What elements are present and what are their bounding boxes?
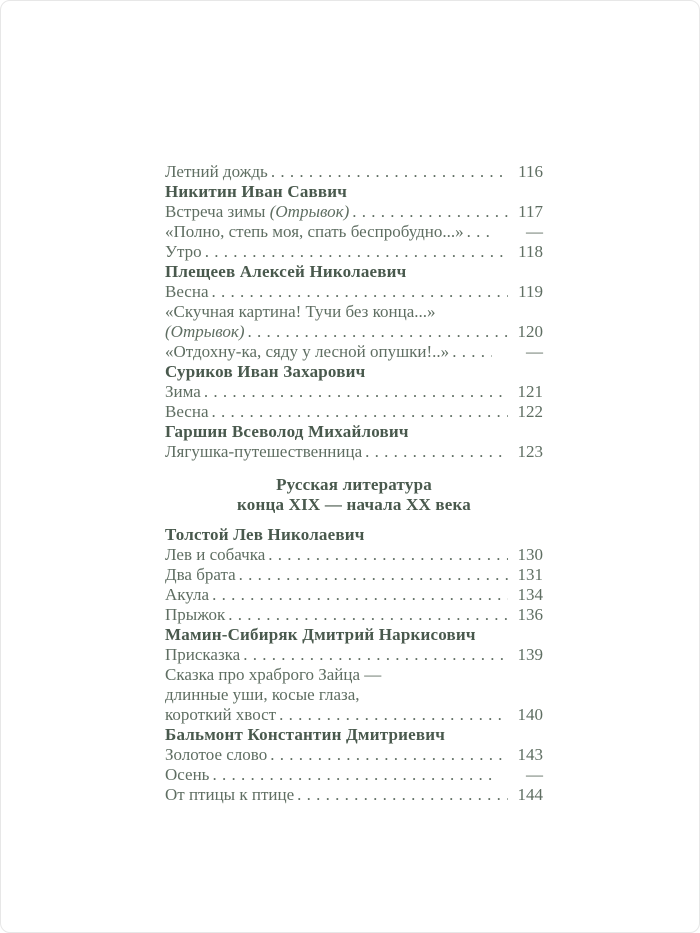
entry-title: Летний дождь xyxy=(165,162,268,181)
section-heading-line: Русская литература xyxy=(276,475,432,494)
toc-entry-row xyxy=(165,585,543,605)
entry-title: Золотое слово xyxy=(165,745,268,764)
entry-title: Акула xyxy=(165,585,210,604)
dot-leader xyxy=(365,442,508,462)
page-number: 121 xyxy=(517,382,543,401)
author-name: Плещеев Алексей Николаевич xyxy=(165,262,407,281)
entry-title-italic: (Отрывок) xyxy=(269,202,350,221)
toc-author-row xyxy=(165,625,543,645)
section-heading-line: конца XIX — начала XX века xyxy=(237,495,471,514)
toc-entry-row xyxy=(165,665,543,685)
toc-entry-row xyxy=(165,322,543,342)
toc-entry-row xyxy=(165,645,543,665)
dot-leader xyxy=(279,705,508,725)
toc-entry-row xyxy=(165,282,543,302)
page-number: 119 xyxy=(518,282,543,301)
page-number: 122 xyxy=(517,402,543,421)
entry-title: Осень xyxy=(165,765,210,784)
entry-title: «Отдохну-ка, сяду у лесной опушки!..» xyxy=(165,342,450,361)
toc-entry-row xyxy=(165,685,543,705)
dot-leader xyxy=(352,202,508,222)
toc-entry-row xyxy=(165,442,543,462)
entry-title-italic: (Отрывок) xyxy=(165,322,245,341)
page-number: 131 xyxy=(517,565,543,584)
dot-leader xyxy=(467,222,492,242)
toc-entry-row xyxy=(165,202,543,222)
toc-entry-row xyxy=(165,402,543,422)
page-number: — xyxy=(526,765,543,784)
page-number: — xyxy=(526,222,543,241)
dot-leader xyxy=(239,565,508,585)
toc-author-row xyxy=(165,725,543,745)
page-number: 120 xyxy=(517,322,543,341)
entry-title: Зима xyxy=(165,382,201,401)
entry-title xyxy=(165,322,245,342)
dot-leader xyxy=(248,322,509,342)
toc-author-row xyxy=(165,525,543,545)
entry-title: Два брата xyxy=(165,565,236,584)
entry-title: Утро xyxy=(165,242,202,261)
page-number: 116 xyxy=(518,162,543,181)
author-name: Никитин Иван Саввич xyxy=(165,182,348,201)
entry-title: короткий хвост xyxy=(165,705,277,724)
dot-leader xyxy=(297,785,508,805)
toc-entry-row xyxy=(165,242,543,262)
dot-leader xyxy=(271,162,508,182)
page-number: 144 xyxy=(517,785,543,804)
section-heading xyxy=(165,475,543,515)
toc xyxy=(165,162,543,805)
entry-title: длинные уши, косые глаза, xyxy=(165,685,360,704)
author-name: Гаршин Всеволод Михайлович xyxy=(165,422,409,441)
page-number: 130 xyxy=(517,545,543,564)
toc-entry-row xyxy=(165,302,543,322)
page-number: 140 xyxy=(517,705,543,724)
toc-entry-row xyxy=(165,382,543,402)
dot-leader xyxy=(243,645,508,665)
toc-entry-row xyxy=(165,785,543,805)
entry-title: Лев и собачка xyxy=(165,545,266,564)
dot-leader xyxy=(268,545,508,565)
page-number: 143 xyxy=(517,745,543,764)
entry-title: Весна xyxy=(165,402,209,421)
toc-author-row xyxy=(165,262,543,282)
toc-author-row xyxy=(165,362,543,382)
entry-title: Прыжок xyxy=(165,605,226,624)
page-number: 117 xyxy=(518,202,543,221)
toc-entry-row xyxy=(165,545,543,565)
entry-title: Присказка xyxy=(165,645,241,664)
toc-entry-row xyxy=(165,605,543,625)
dot-leader xyxy=(212,402,509,422)
page-number: 118 xyxy=(518,242,543,261)
toc-author-row xyxy=(165,182,543,202)
page-number: 136 xyxy=(517,605,543,624)
entry-title: Весна xyxy=(165,282,209,301)
dot-leader xyxy=(212,585,508,605)
toc-entry-row xyxy=(165,765,543,785)
page-number: 123 xyxy=(517,442,543,461)
entry-title: Встреча зимы (Отрывок) xyxy=(165,202,350,221)
dot-leader xyxy=(228,605,508,625)
dot-leader xyxy=(205,242,508,262)
toc-entry-row xyxy=(165,705,543,725)
author-name: Толстой Лев Николаевич xyxy=(165,525,365,544)
page-number: 139 xyxy=(517,645,543,664)
entry-title: Лягушка-путешественница xyxy=(165,442,363,461)
page-number: 134 xyxy=(517,585,543,604)
dot-leader xyxy=(204,382,508,402)
author-name: Бальмонт Константин Дмитриевич xyxy=(165,725,446,744)
page-number: — xyxy=(526,342,543,361)
entry-title: Сказка про храброго Зайца — xyxy=(165,665,382,684)
entry-title: «Скучная картина! Тучи без конца...» xyxy=(165,302,436,321)
toc-author-row xyxy=(165,422,543,442)
author-name: Суриков Иван Захарович xyxy=(165,362,366,381)
dot-leader xyxy=(212,765,492,785)
dot-leader xyxy=(452,342,492,362)
toc-entry-row xyxy=(165,565,543,585)
dot-leader xyxy=(270,745,508,765)
entry-title: «Полно, степь моя, спать беспробудно...» xyxy=(165,222,464,241)
toc-entry-row xyxy=(165,222,543,242)
entry-title: От птицы к птице xyxy=(165,785,295,804)
toc-entry-row xyxy=(165,342,543,362)
toc-entry-row xyxy=(165,745,543,765)
dot-leader xyxy=(212,282,509,302)
toc-entry-row xyxy=(165,162,543,182)
author-name: Мамин-Сибиряк Дмитрий Наркисович xyxy=(165,625,476,644)
